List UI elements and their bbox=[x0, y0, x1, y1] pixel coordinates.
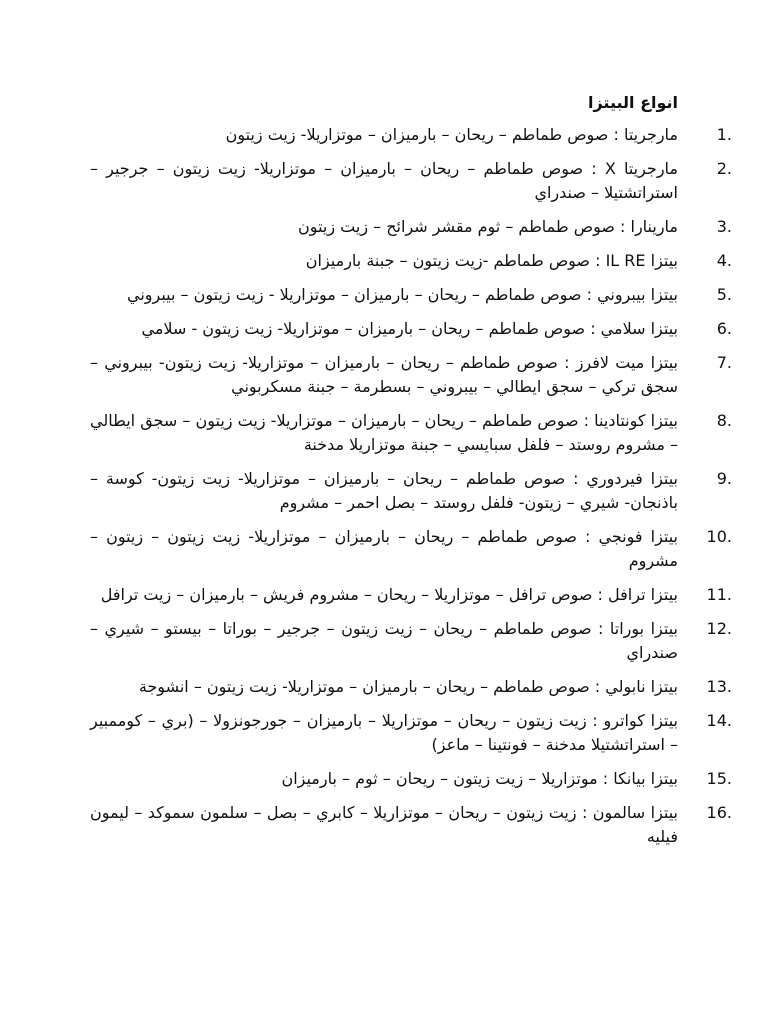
list-item bbox=[90, 525, 732, 573]
item-number: 15. bbox=[706, 769, 732, 788]
item-number: 12. bbox=[706, 619, 732, 638]
document-page bbox=[90, 92, 732, 859]
list-item bbox=[90, 123, 732, 147]
list-item bbox=[90, 709, 732, 757]
item-number: 7. bbox=[716, 353, 732, 372]
item-text: بيتزا بيانكا : موتزاريلا – زيت زيتون – ريحان – ثوم – بارميزان bbox=[281, 769, 678, 788]
item-number: 6. bbox=[716, 319, 732, 338]
list-item bbox=[90, 351, 732, 399]
pizza-list bbox=[90, 123, 732, 849]
list-item bbox=[90, 767, 732, 791]
item-number: 13. bbox=[706, 677, 732, 696]
item-text: بيتزا فيردوري : صوص طماطم – ريحان – بارميزان – موتزاريلا- زيت زيتون- كوسة – باذنجان- شيري – زيتون- فلفل روستد – بصل احمر – مشروم bbox=[90, 469, 678, 512]
item-text: بيتزا IL RE : صوص طماطم -زيت زيتون – جبنة بارميزان bbox=[305, 251, 678, 270]
item-number: 9. bbox=[716, 469, 732, 488]
item-number: 1. bbox=[716, 125, 732, 144]
item-text: مارينارا : صوص طماطم – ثوم مقشر شرائح – زيت زيتون bbox=[298, 217, 678, 236]
item-text: بيتزا بيبروني : صوص طماطم – ريحان – بارميزان – موتزاريلا - زيت زيتون – بيبروني bbox=[127, 285, 678, 304]
list-item bbox=[90, 409, 732, 457]
item-text: بيتزا ترافل : صوص ترافل – موتزاريلا – ريحان – مشروم فريش – بارميزان – زيت ترافل bbox=[100, 585, 678, 604]
list-item bbox=[90, 583, 732, 607]
item-number: 4. bbox=[716, 251, 732, 270]
item-number: 10. bbox=[706, 527, 732, 546]
item-text: بيتزا كونتادينا : صوص طماطم – ريحان – بارميزان – موتزاريلا- زيت زيتون – سجق ايطالي – مشروم روستد – فلفل سبايسي – جبنة موتزاريلا مدخنة bbox=[90, 411, 678, 454]
list-item bbox=[90, 215, 732, 239]
item-text: بيتزا سالمون : زيت زيتون – ريحان – موتزاريلا – كابري – بصل – سلمون سموكد – ليمون فيليه bbox=[90, 803, 678, 846]
list-item bbox=[90, 283, 732, 307]
item-text: بيتزا نابولي : صوص طماطم – ريحان – بارميزان – موتزاريلا- زيت زيتون – انشوجة bbox=[138, 677, 678, 696]
item-text: بيتزا بوراتا : صوص طماطم – ريحان – زيت زيتون – جرجير – بوراتا – بيستو – شيري – صندراي bbox=[90, 619, 678, 662]
item-number: 11. bbox=[706, 585, 732, 604]
item-text: بيتزا فونجي : صوص طماطم – ريحان – بارميزان – موتزاريلا- زيت زيتون – زيتون – مشروم bbox=[90, 527, 678, 570]
list-item bbox=[90, 801, 732, 849]
item-number: 14. bbox=[706, 711, 732, 730]
item-text: مارجريتا : صوص طماطم – ريحان – بارميزان – موتزاريلا- زيت زيتون bbox=[225, 125, 678, 144]
item-number: 8. bbox=[716, 411, 732, 430]
list-item bbox=[90, 249, 732, 273]
list-item bbox=[90, 157, 732, 205]
item-text: بيتزا كواترو : زيت زيتون – ريحان – موتزاريلا – بارميزان – جورجونزولا – (بري – كوممبير – استراتشتيلا مدخنة – فونتينا – ماعز) bbox=[90, 711, 678, 754]
list-item bbox=[90, 617, 732, 665]
item-number: 3. bbox=[716, 217, 732, 236]
item-number: 16. bbox=[706, 803, 732, 822]
list-item bbox=[90, 675, 732, 699]
item-text: مارجريتا X : صوص طماطم – ريحان – بارميزان – موتزاريلا- زيت زيتون – جرجير – استراتشتيلا – صندراي bbox=[90, 159, 678, 202]
list-item bbox=[90, 317, 732, 341]
item-text: بيتزا سلامي : صوص طماطم – ريحان – بارميزان – موتزاريلا- زيت زيتون - سلامي bbox=[141, 319, 678, 338]
item-number: 5. bbox=[716, 285, 732, 304]
page-title: انواع البيتزا bbox=[587, 93, 678, 112]
item-text: بيتزا ميت لافرز : صوص طماطم – ريحان – بارميزان – موتزاريلا- زيت زيتون- بيبروني – سجق تركي – سجق ايطالي – بيبروني – بسطرمة – جبنة مسكربوني bbox=[90, 353, 678, 396]
item-number: 2. bbox=[716, 159, 732, 178]
list-item bbox=[90, 467, 732, 515]
